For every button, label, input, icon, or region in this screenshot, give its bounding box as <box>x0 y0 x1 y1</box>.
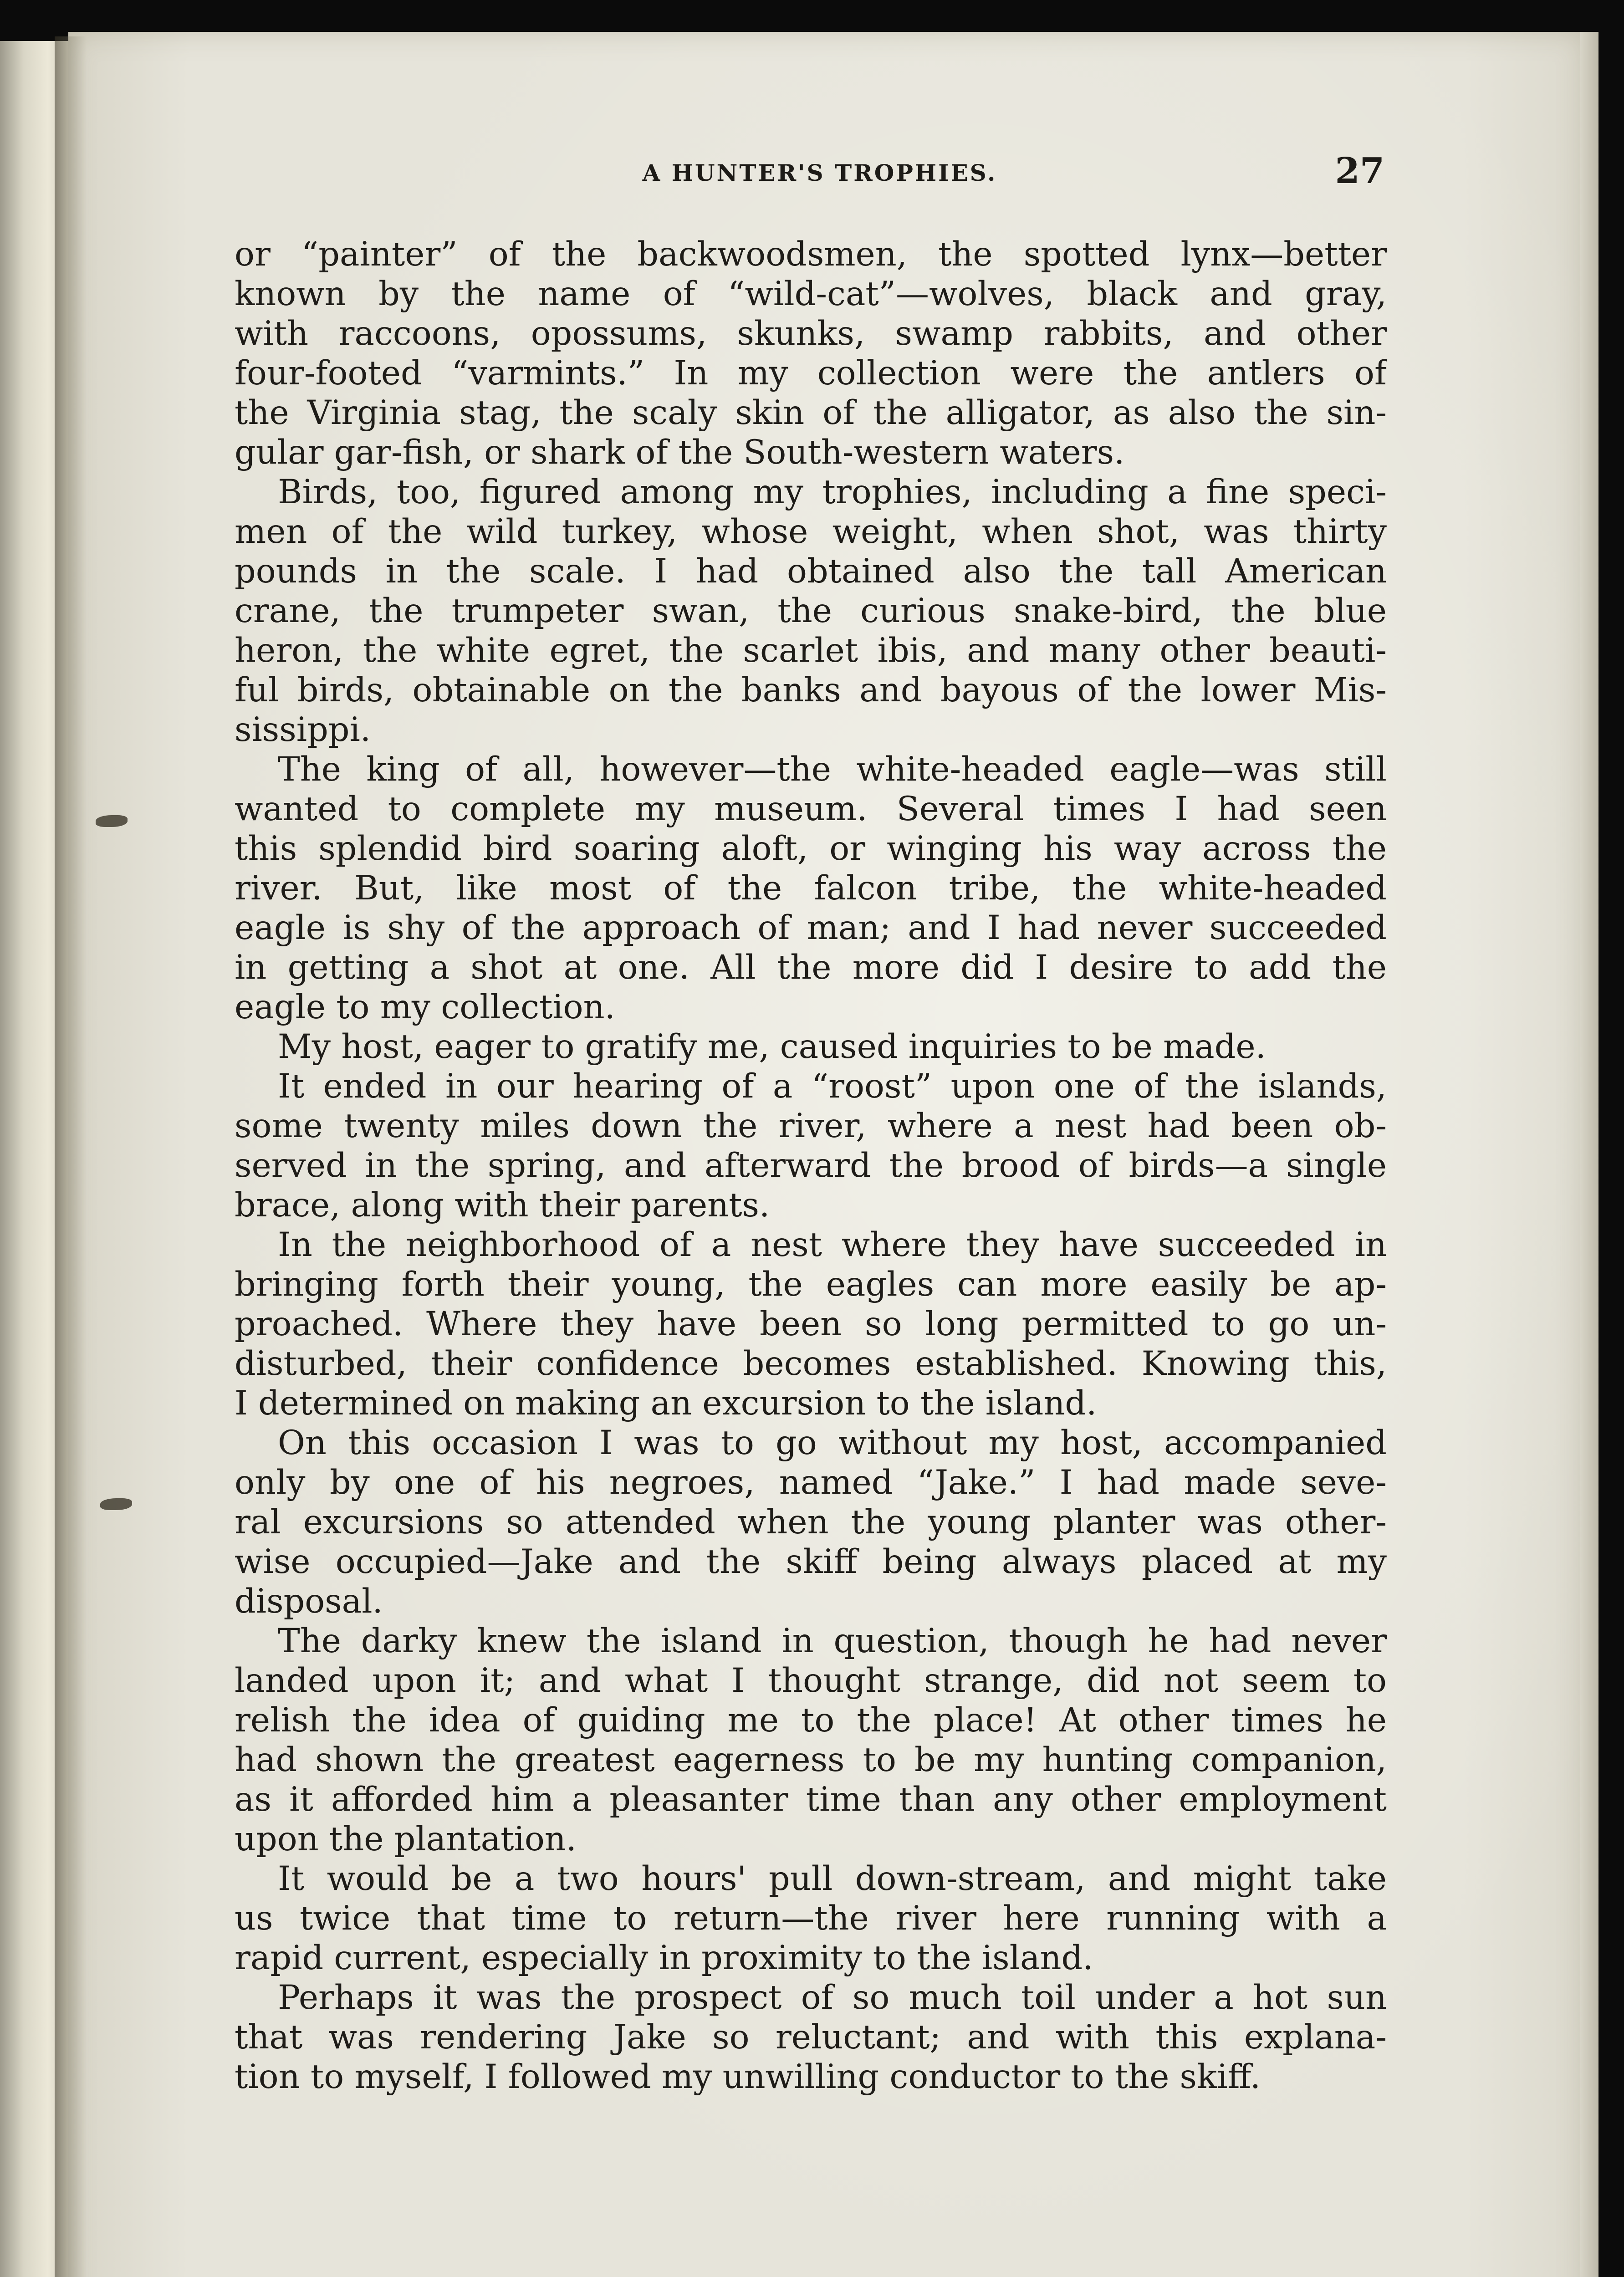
binding-hole <box>96 815 128 827</box>
text-line: in getting a shot at one. All the more did I desire to add the <box>235 948 1387 987</box>
text-line: rapid current, especially in proximity to the island. <box>235 1939 1093 1977</box>
text-line: gular gar-fish, or shark of the South-western waters. <box>235 433 1125 472</box>
text-line: river. But, like most of the falcon tribe, the white-headed <box>235 869 1387 908</box>
running-head: A HUNTER'S TROPHIES. <box>642 159 997 186</box>
text-line: tion to myself, I followed my unwilling conductor to the skiff. <box>235 2057 1261 2096</box>
text-line: On this occasion I was to go without my host, accompanied <box>278 1424 1387 1462</box>
text-line: I determined on making an excursion to the island. <box>235 1384 1097 1423</box>
text-line: relish the idea of guiding me to the place! At other times he <box>235 1701 1387 1740</box>
text-line: Perhaps it was the prospect of so much toil under a hot sun <box>278 1978 1387 2017</box>
text-line: In the neighborhood of a nest where they have succeeded in <box>278 1225 1387 1264</box>
text-line: wise occupied—Jake and the skiff being always placed at my <box>235 1542 1387 1581</box>
binding-hole <box>100 1498 132 1510</box>
text-line: It ended in our hearing of a “roost” upon one of the islands, <box>278 1067 1387 1106</box>
text-line: as it afforded him a pleasanter time than any other employment <box>235 1780 1387 1819</box>
text-line: It would be a two hours' pull down-stream, and might take <box>278 1859 1387 1898</box>
text-line: us twice that time to return—the river here running with a <box>235 1899 1387 1938</box>
text-line: four-footed “varmints.” In my collection were the antlers of <box>235 354 1387 393</box>
text-line: the Virginia stag, the scaly skin of the alligator, as also the sin- <box>235 393 1387 432</box>
text-line: brace, along with their parents. <box>235 1186 770 1225</box>
text-line: some twenty miles down the river, where a nest had been ob- <box>235 1107 1387 1145</box>
text-line: My host, eager to gratify me, caused inquiries to be made. <box>278 1027 1266 1066</box>
text-line: eagle is shy of the approach of man; and I had never succeeded <box>235 909 1387 947</box>
page-right-edge <box>1580 32 1598 2277</box>
text-line: The darky knew the island in question, though he had never <box>278 1622 1387 1660</box>
text-line: eagle to my collection. <box>235 988 615 1026</box>
text-line: had shown the greatest eagerness to be my hunting companion, <box>235 1741 1387 1779</box>
text-line: wanted to complete my museum. Several times I had seen <box>235 790 1387 828</box>
text-line: crane, the trumpeter swan, the curious snake-bird, the blue <box>235 592 1387 630</box>
text-line: bringing forth their young, the eagles can more easily be ap- <box>235 1265 1387 1304</box>
text-line: heron, the white egret, the scarlet ibis, and many other beauti- <box>235 631 1387 670</box>
text-line: only by one of his negroes, named “Jake.” I had made seve- <box>235 1463 1387 1502</box>
binding-marks <box>68 729 137 1548</box>
text-line: known by the name of “wild-cat”—wolves, black and gray, <box>235 275 1387 313</box>
text-line: or “painter” of the backwoodsmen, the spotted lynx—better <box>235 235 1387 274</box>
text-line: this splendid bird soaring aloft, or winging his way across the <box>235 829 1387 868</box>
text-line: disturbed, their confidence becomes established. Knowing this, <box>235 1344 1387 1383</box>
text-line: men of the wild turkey, whose weight, when shot, was thirty <box>235 512 1387 551</box>
page-number: 27 <box>1335 150 1384 192</box>
text-line: disposal. <box>235 1582 383 1621</box>
text-line: with raccoons, opossums, skunks, swamp rabbits, and other <box>235 314 1387 353</box>
text-line: proached. Where they have been so long permitted to go un- <box>235 1305 1387 1343</box>
body-text <box>235 235 1387 2097</box>
text-line: ful birds, obtainable on the banks and bayous of the lower Mis- <box>235 671 1387 710</box>
text-line: that was rendering Jake so reluctant; and with this explana- <box>235 2018 1387 2057</box>
text-line: ral excursions so attended when the young planter was other- <box>235 1503 1387 1542</box>
text-line: served in the spring, and afterward the brood of birds—a single <box>235 1146 1387 1185</box>
text-line: pounds in the scale. I had obtained also the tall American <box>235 552 1387 591</box>
text-line: landed upon it; and what I thought strange, did not seem to <box>235 1661 1387 1700</box>
text-line: upon the plantation. <box>235 1820 577 1858</box>
text-line: Birds, too, figured among my trophies, including a fine speci- <box>278 473 1387 511</box>
text-line: sissippi. <box>235 710 371 749</box>
text-line: The king of all, however—the white-headed eagle—was still <box>278 750 1387 789</box>
